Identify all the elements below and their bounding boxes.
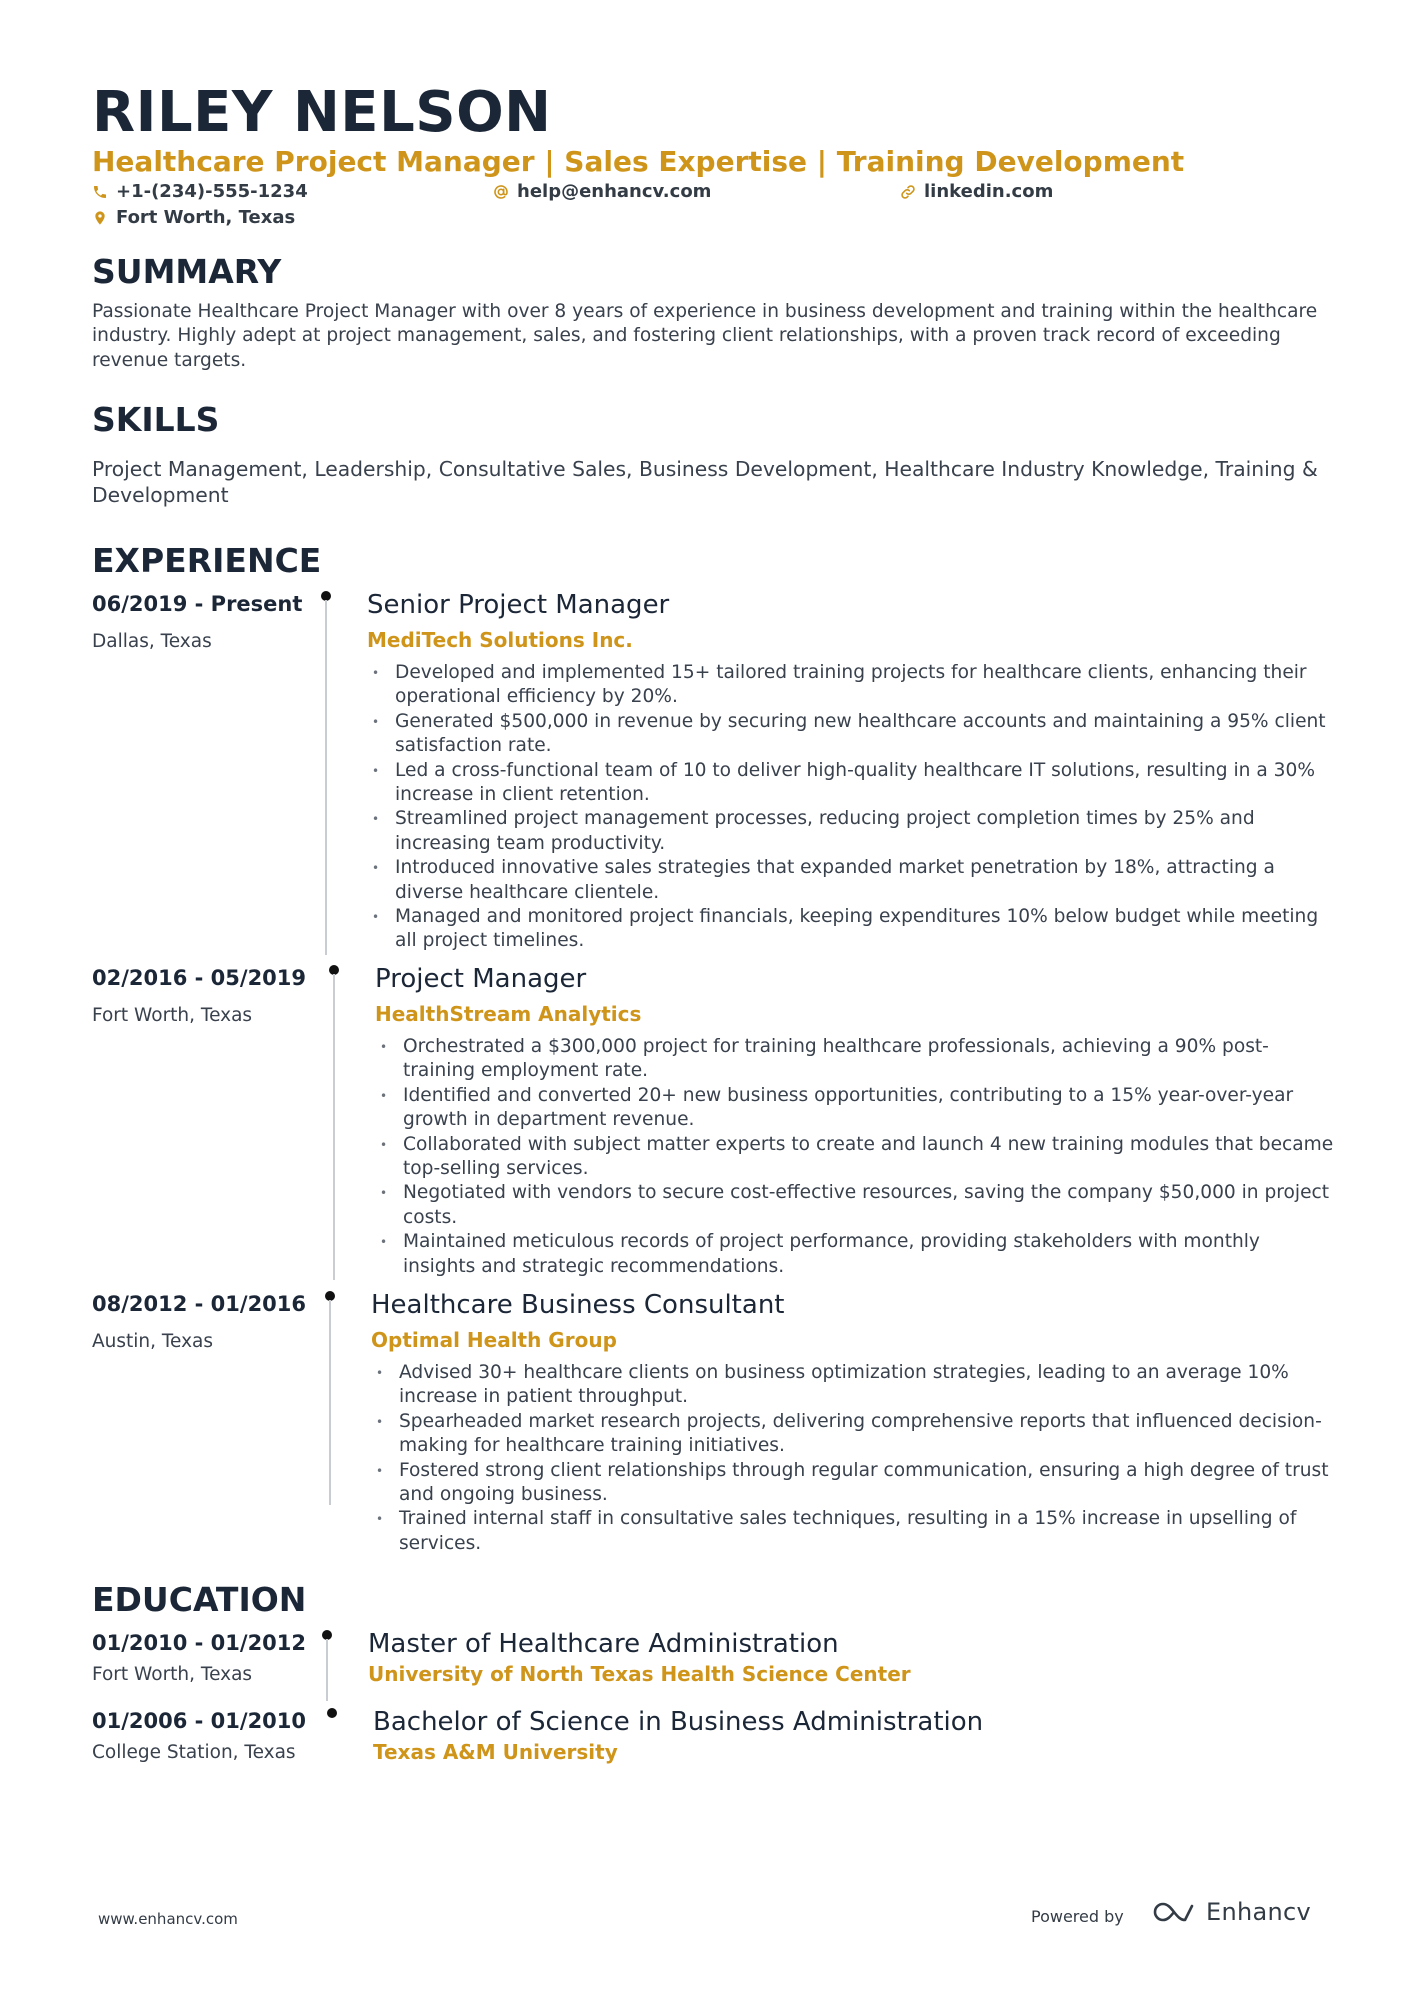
job-bullets <box>375 1035 1335 1279</box>
contact-email[interactable] <box>493 180 711 204</box>
skills-text: Project Management, Leadership, Consultative Sales, Business Development, Healthcare Industry Knowledge, Training & Development <box>92 457 1318 507</box>
job-title: Healthcare Business Consultant <box>371 1290 785 1320</box>
bullet-item: • Negotiated with vendors to secure cost-effective resources, saving the company $50,000 in project costs. <box>375 1181 1335 1230</box>
bullet-item: • Fostered strong client relationships through regular communication, ensuring a high degree of trust and ongoing business. <box>371 1459 1331 1508</box>
skills-heading: SKILLS <box>92 400 220 439</box>
bullet-item: • Introduced innovative sales strategies that expanded market penetration by 18%, attracting a diverse healthcare clientele. <box>367 856 1327 905</box>
timeline-line <box>333 974 335 1280</box>
job-dates: 06/2019 - Present <box>92 592 303 616</box>
job-title: Project Manager <box>375 964 587 994</box>
contact-linkedin[interactable] <box>900 180 1053 204</box>
company-name: HealthStream Analytics <box>375 1002 642 1026</box>
education-dates: 01/2010 - 01/2012 <box>92 1631 307 1655</box>
job-bullets <box>367 661 1327 954</box>
timeline-line <box>329 1300 331 1505</box>
experience-heading: EXPERIENCE <box>92 541 322 580</box>
job-bullets <box>371 1361 1331 1556</box>
bullet-item: • Led a cross-functional team of 10 to deliver high-quality healthcare IT solutions, resulting in a 30% increase in client retention. <box>367 759 1327 808</box>
job-dates: 08/2012 - 01/2016 <box>92 1292 307 1316</box>
education-location: College Station, Texas <box>92 1742 296 1763</box>
bullet-item: • Managed and monitored project financials, keeping expenditures 10% below budget while meeting all project timelines. <box>367 905 1327 954</box>
bullet-item: • Generated $500,000 in revenue by securing new healthcare accounts and maintaining a 95% client satisfaction rate. <box>367 710 1327 759</box>
job-dates: 02/2016 - 05/2019 <box>92 966 307 990</box>
degree-title: Bachelor of Science in Business Administration <box>373 1707 984 1737</box>
job-title: Senior Project Manager <box>367 590 670 620</box>
bullet-item: • Orchestrated a $300,000 project for training healthcare professionals, achieving a 90% post-training employment rate. <box>375 1035 1335 1084</box>
timeline-dot <box>327 1708 337 1718</box>
school-name: University of North Texas Health Science Center <box>368 1662 911 1686</box>
timeline-line <box>325 600 327 955</box>
bullet-item: • Trained internal staff in consultative sales techniques, resulting in a 15% increase in upselling of services. <box>371 1507 1331 1556</box>
summary-text: Passionate Healthcare Project Manager with over 8 years of experience in business development and training within the healthcare industry. Highly adept at project management, sales, and fostering client relationships, with a proven track record of exceeding revenue targets. <box>92 301 1318 371</box>
bullet-item: • Streamlined project management processes, reducing project completion times by 25% and increasing team productivity. <box>367 807 1327 856</box>
contact-location <box>92 206 295 230</box>
linkedin-text[interactable]: linkedin.com <box>924 181 1054 202</box>
bullet-item: • Developed and implemented 15+ tailored training projects for healthcare clients, enhancing their operational efficiency by 20%. <box>367 661 1327 710</box>
company-name: Optimal Health Group <box>371 1328 617 1352</box>
summary-heading: SUMMARY <box>92 252 282 291</box>
email-text[interactable]: help@enhancv.com <box>517 181 712 202</box>
bullet-item: • Spearheaded market research projects, delivering comprehensive reports that influenced decision-making for healthcare training initiatives. <box>371 1410 1331 1459</box>
footer-website[interactable]: www.enhancv.com <box>98 1910 238 1928</box>
candidate-name: RILEY NELSON <box>92 80 552 145</box>
headline: Healthcare Project Manager | Sales Expertise | Training Development <box>92 145 1185 178</box>
job-location: Fort Worth, Texas <box>92 1005 253 1026</box>
bullet-item: • Identified and converted 20+ new business opportunities, contributing to a 15% year-over-year growth in department revenue. <box>375 1084 1335 1133</box>
powered-by-label: Powered by <box>1031 1907 1124 1926</box>
education-heading: EDUCATION <box>92 1580 307 1619</box>
brand-name: Enhancv <box>1206 1898 1312 1926</box>
location-pin-icon <box>92 210 110 226</box>
phone-icon <box>92 184 110 200</box>
education-dates: 01/2006 - 01/2010 <box>92 1709 307 1733</box>
job-location: Austin, Texas <box>92 1331 214 1352</box>
location-text: Fort Worth, Texas <box>116 207 296 228</box>
infinity-logo-icon <box>1150 1899 1198 1925</box>
company-name: MediTech Solutions Inc. <box>367 628 633 652</box>
degree-title: Master of Healthcare Administration <box>368 1629 839 1659</box>
enhancv-logo[interactable] <box>1150 1898 1311 1926</box>
at-icon <box>493 184 511 200</box>
school-name: Texas A&M University <box>373 1740 618 1764</box>
bullet-item: • Advised 30+ healthcare clients on business optimization strategies, leading to an average 10% increase in patient throughput. <box>371 1361 1331 1410</box>
contact-phone <box>92 180 308 204</box>
education-location: Fort Worth, Texas <box>92 1664 253 1685</box>
timeline-line <box>326 1639 328 1701</box>
job-location: Dallas, Texas <box>92 631 212 652</box>
link-icon <box>900 184 918 200</box>
bullet-item: • Maintained meticulous records of project performance, providing stakeholders with monthly insights and strategic recommendations. <box>375 1230 1335 1279</box>
phone-text: +1-(234)-555-1234 <box>116 181 308 202</box>
bullet-item: • Collaborated with subject matter experts to create and launch 4 new training modules that became top-selling services. <box>375 1133 1335 1182</box>
